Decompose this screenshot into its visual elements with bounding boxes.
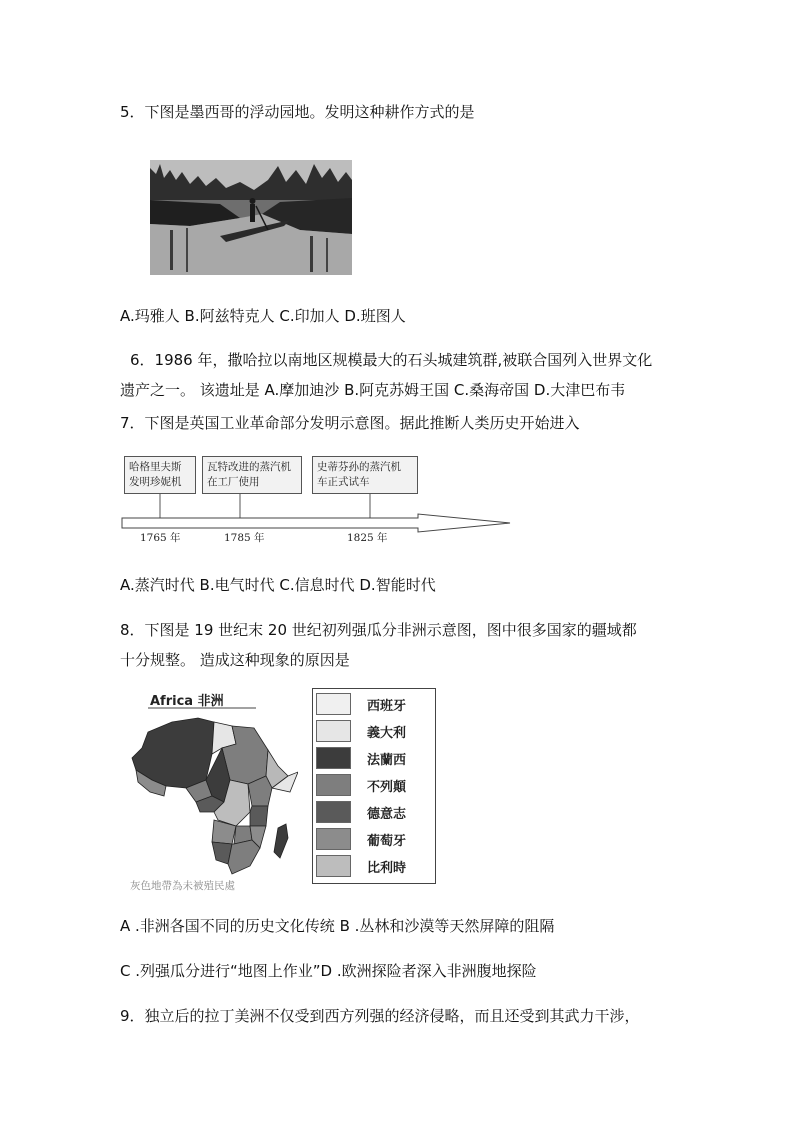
- legend-label: 比利時: [367, 861, 407, 876]
- legend-swatch: [316, 828, 351, 850]
- legend-label: 法蘭西: [367, 753, 407, 768]
- legend-row: [313, 799, 435, 825]
- q5-options: A.玛雅人 B.阿兹特克人 C.印加人 D.班图人: [120, 307, 406, 325]
- q8-options-ab: A .非洲各国不同的历史文化传统 B .丛林和沙漠等天然屏障的阻隔: [120, 917, 555, 935]
- timeline-box-3-text1: 史蒂芬孙的蒸汽机: [317, 461, 401, 473]
- legend-row: [313, 826, 435, 852]
- q6-line1: 6．1986 年，撒哈拉以南地区规模最大的石头城建筑群,被联合国列入世界文化: [130, 351, 653, 369]
- legend-row: [313, 853, 435, 879]
- legend-label: 義大利: [367, 726, 407, 741]
- legend-row: [313, 718, 435, 744]
- africa-partition-map: [128, 688, 298, 894]
- timeline-box-3-text2: 车正式试车: [317, 476, 370, 488]
- timeline-box-2-text1: 瓦特改进的蒸汽机: [207, 461, 291, 473]
- floating-garden-photo: [150, 160, 352, 275]
- q8-line1: 8．下图是 19 世纪末 20 世纪初列强瓜分非洲示意图，图中很多国家的疆域都: [120, 621, 637, 639]
- q9-stem: 9．独立后的拉丁美洲不仅受到西方列强的经济侵略，而且还受到其武力干涉，: [120, 1007, 640, 1025]
- legend-label: 西班牙: [367, 699, 407, 714]
- map-note: 灰色地帶為未被殖民處: [130, 880, 235, 892]
- legend-swatch: [316, 801, 351, 823]
- timeline-year-1: 1765 年: [140, 532, 181, 544]
- legend-label: 葡萄牙: [367, 834, 407, 849]
- timeline-box-1-text2: 发明珍妮机: [129, 476, 182, 488]
- legend-label: 德意志: [367, 807, 407, 822]
- timeline-year-2: 1785 年: [224, 532, 265, 544]
- timeline-box-1-text1: 哈格里夫斯: [129, 461, 182, 473]
- map-title: Africa 非洲: [150, 694, 224, 709]
- legend-row: [313, 772, 435, 798]
- q7-stem: 7．下图是英国工业革命部分发明示意图。据此推断人类历史开始进入: [120, 414, 580, 432]
- industrial-revolution-timeline: [118, 456, 514, 548]
- timeline-year-3: 1825 年: [347, 532, 388, 544]
- legend-swatch: [316, 855, 351, 877]
- legend-row: [313, 745, 435, 771]
- q7-options: A.蒸汽时代 B.电气时代 C.信息时代 D.智能时代: [120, 576, 436, 594]
- legend-swatch: [316, 747, 351, 769]
- legend-row: [313, 691, 435, 717]
- q5-stem: 5．下图是墨西哥的浮动园地。发明这种耕作方式的是: [120, 103, 475, 121]
- q8-options-cd: C .列强瓜分进行“地图上作业”D .欧洲探险者深入非洲腹地探险: [120, 962, 537, 980]
- timeline-box-2-text2: 在工厂使用: [207, 476, 260, 488]
- legend-label: 不列顛: [367, 780, 407, 795]
- legend-swatch: [316, 693, 351, 715]
- legend-swatch: [316, 720, 351, 742]
- map-legend: [312, 688, 436, 884]
- q6-line2: 遗产之一。 该遗址是 A.摩加迪沙 B.阿克苏姆王国 C.桑海帝国 D.大津巴布韦: [120, 381, 626, 399]
- legend-swatch: [316, 774, 351, 796]
- q8-line2: 十分规整。 造成这种现象的原因是: [120, 651, 350, 669]
